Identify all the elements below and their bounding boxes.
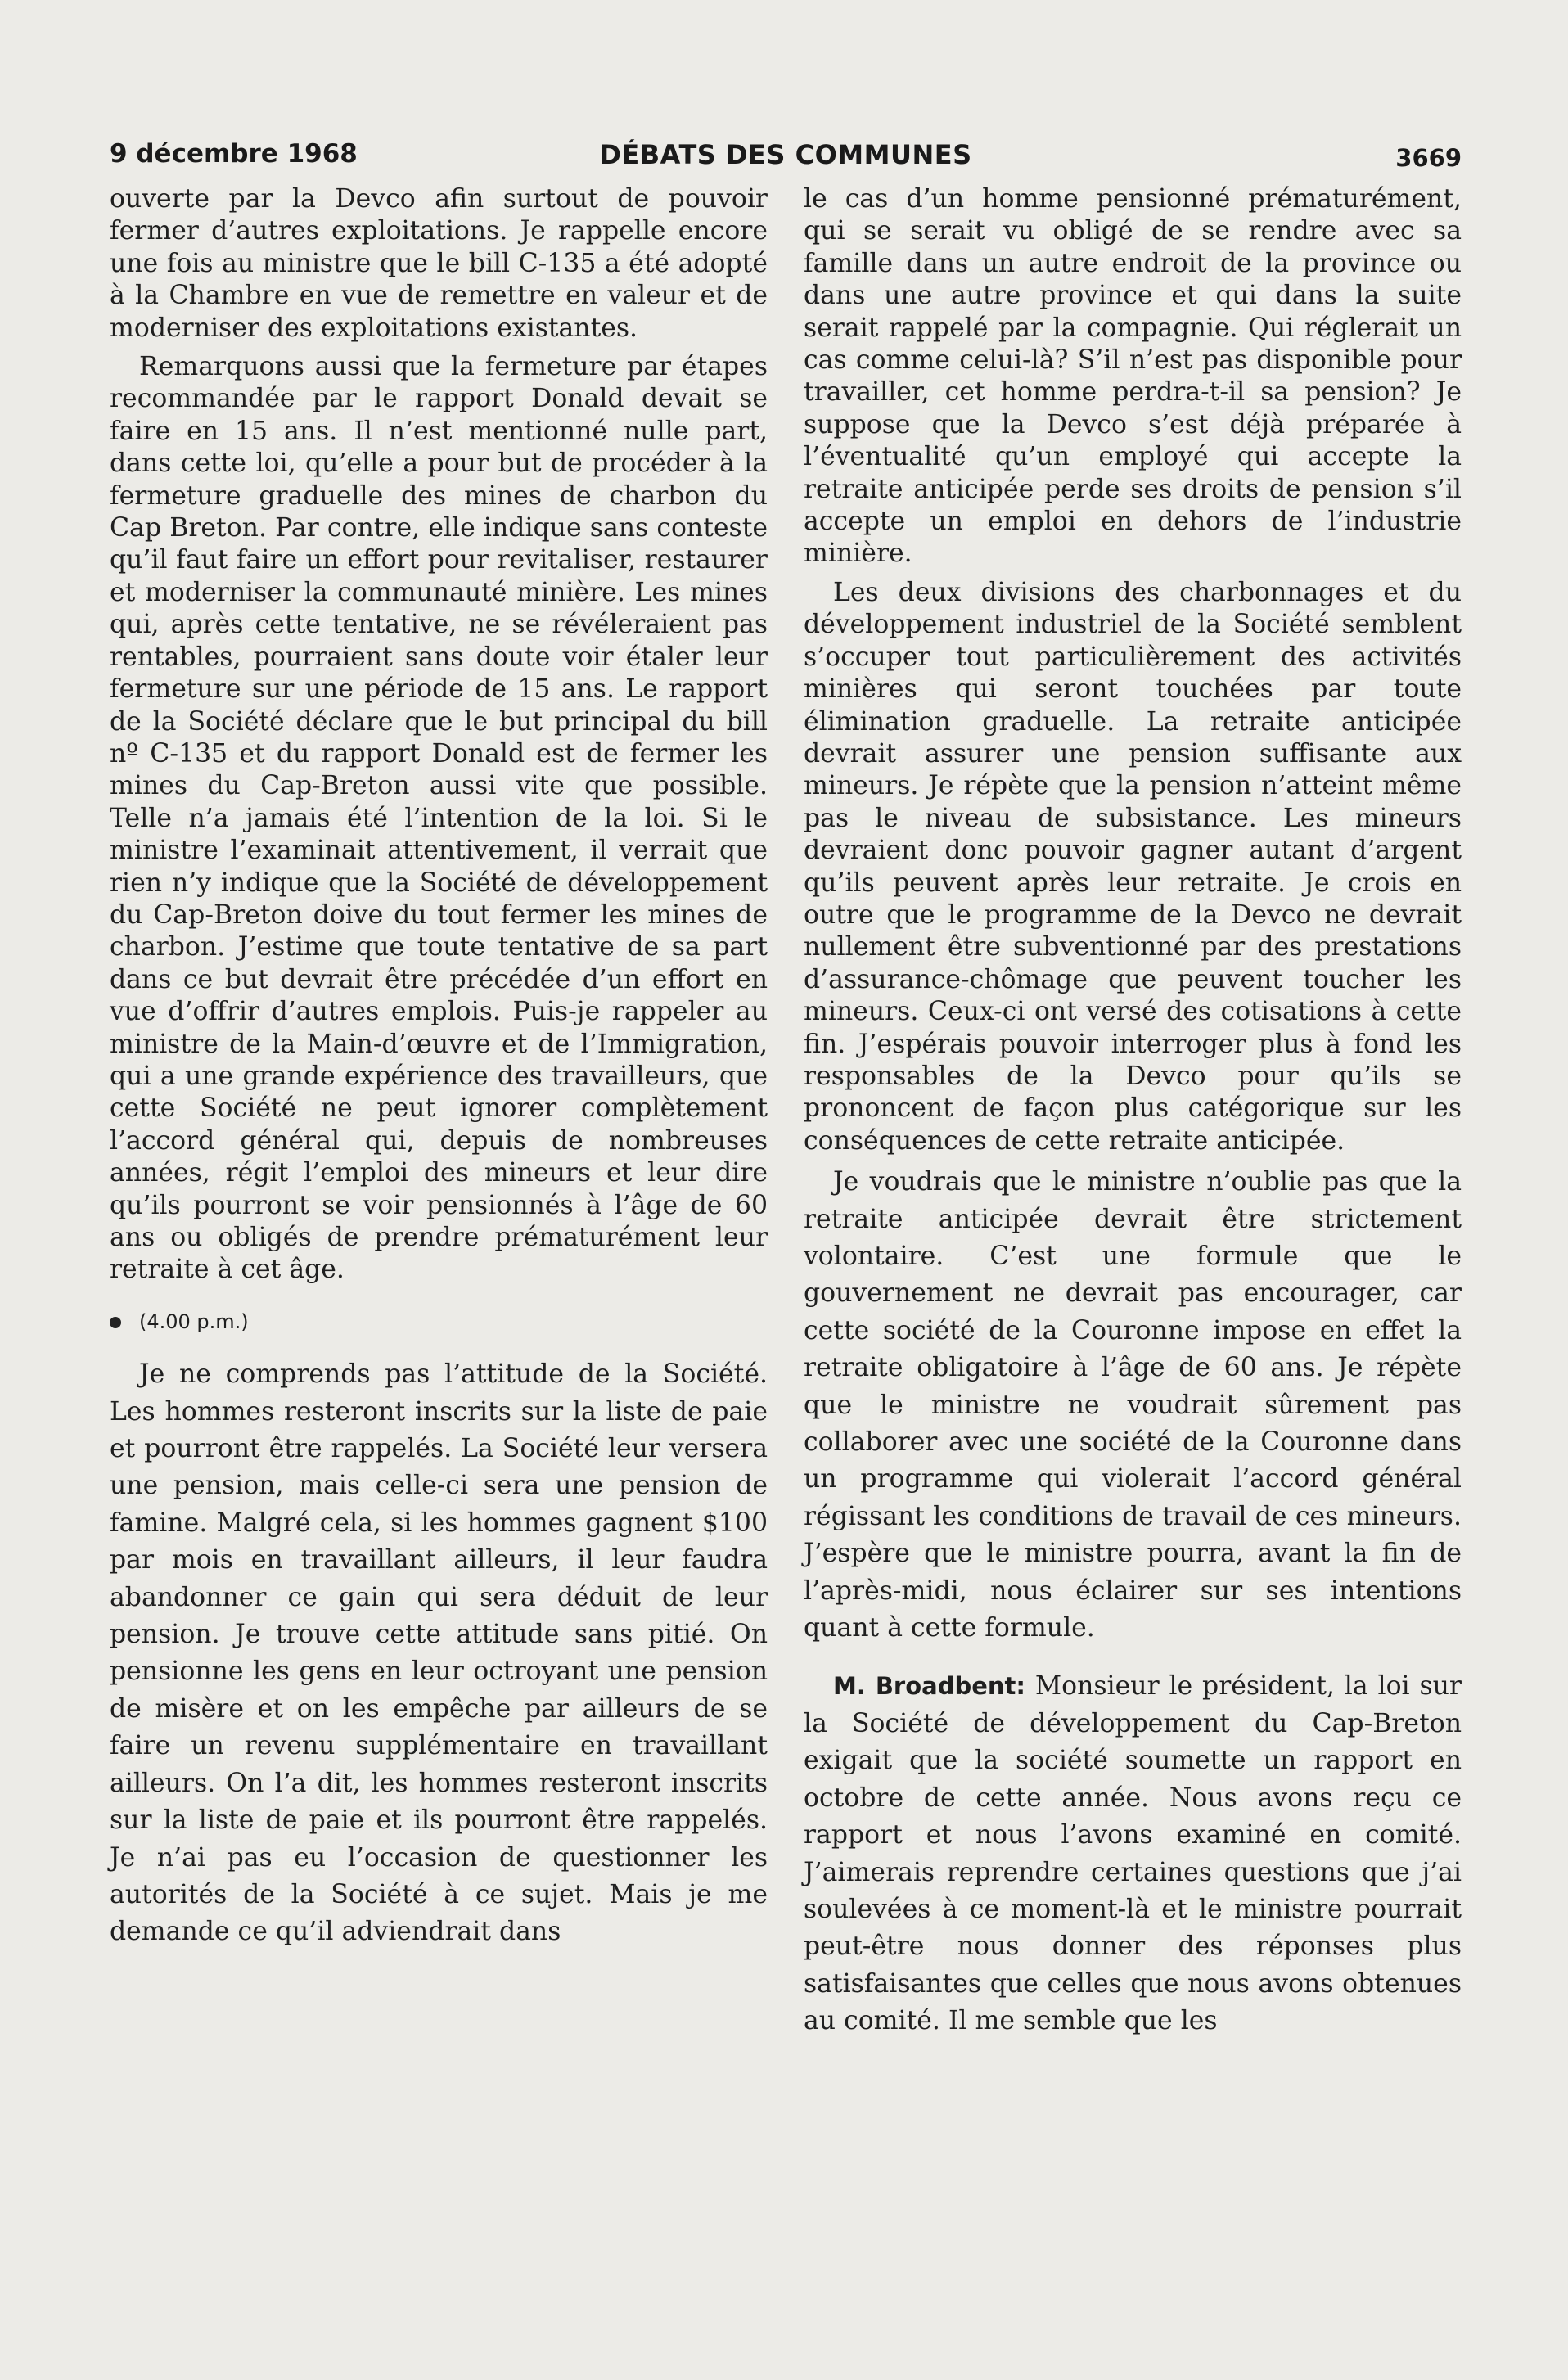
paragraph: le cas d’un homme pensionné prématurément, qui se serait vu obligé de se rendre avec sa famille dans un autre endroit de la province ou dans une autre province et qui dans la suite serait rappelé par la compagnie. Qui réglerait un cas comme celui-là? S’il n’est pas disponible pour travailler, cet homme perdra-t-il sa pension? Je suppose que la Devco s’est déjà préparée à l’éventualité qu’un employé qui accepte la retraite anticipée perde ses droits de pension s’il accepte un emploi en dehors de l’industrie minière. — [804, 184, 1462, 569]
paragraph: Je voudrais que le ministre n’oublie pas que la retraite anticipée devrait être strictement volontaire. C’est une formule que le gouvernement ne devrait pas encourager, car cette société de la Couronne impose en effet la retraite obligatoire à l’âge de 60 ans. Je répète que le ministre ne voudrait sûrement pas collaborer avec une société de la Couronne dans un programme qui violerait l’accord général régissant les conditions de travail de ces mineurs. J’espère que le ministre pourra, avant la fin de l’après-midi, nous éclairer sur ses intentions quant à cette formule. — [804, 1167, 1462, 1643]
speech-paragraph — [804, 1668, 1462, 2040]
speaker-name: M. Broadbent: — [833, 1672, 1026, 1701]
right-column — [804, 183, 1462, 2040]
speech-text: Monsieur le président, la loi sur la Société de développement du Cap-Breton exigait que la société soumette un rapport en octobre de cette année. Nous avons reçu ce rapport et nous l’avons examiné en comité. J’aimerais reprendre certaines questions que j’ai soulevées à ce moment-là et le ministre pourrait peut-être nous donner des réponses plus satisfaisantes que celles que nous avons obtenues au comité. Il me semble que les — [804, 1671, 1462, 2036]
paragraph: Je ne comprends pas l’attitude de la Société. Les hommes resteront inscrits sur la liste de paie et pourront être rappelés. La Société leur versera une pension, mais celle-ci sera une pension de famine. Malgré cela, si les hommes gagnent $100 par mois en travaillant ailleurs, il leur faudra abandonner ce gain qui sera déduit de leur pension. Je trouve cette attitude sans pitié. On pensionne les gens en leur octroyant une pension de misère et on les empêche par ailleurs de se faire un revenu supplémentaire en travaillant ailleurs. On l’a dit, les hommes resteront inscrits sur la liste de paie et ils pourront être rappelés. Je n’ai pas eu l’occasion de questionner les autorités de la Société à ce sujet. Mais je me demande ce qu’il adviendrait dans — [110, 1359, 768, 1947]
page-header — [110, 136, 1462, 183]
time-label: (4.00 p.m.) — [139, 1309, 249, 1333]
page-number: 3669 — [1395, 144, 1462, 172]
time-marker — [110, 1306, 768, 1338]
text-columns — [110, 183, 1462, 2040]
paragraph: Les deux divisions des charbonnages et du développement industriel de la Société semblent s’occuper tout particulièrement des activités minières qui seront touchées par toute élimination graduelle. La retraite anticipée devrait assurer une pension suffisante aux mineurs. Je répète que la pension n’atteint même pas le niveau de subsistance. Les mineurs devraient donc pouvoir gagner autant d’argent qu’ils peuvent après leur retraite. Je crois en outre que le programme de la Devco ne devrait nullement être subventionné par des prestations d’assurance-chômage que peuvent toucher les mineurs. Ceux-ci ont versé des cotisations à cette fin. J’espérais pouvoir interroger plus à fond les responsables de la Devco pour qu’ils se prononcent de façon plus catégorique sur les conséquences de cette retraite anticipée. — [804, 577, 1462, 1156]
header-date: 9 décembre 1968 — [110, 139, 358, 169]
bullet-icon — [110, 1317, 121, 1328]
header-title: DÉBATS DES COMMUNES — [599, 139, 972, 170]
paragraph: ouverte par la Devco afin surtout de pouvoir fermer d’autres exploitations. Je rappelle encore une fois au ministre que le bill C-135 a été adopté à la Chambre en vue de remettre en valeur et de moderniser des exploitations existantes. — [110, 184, 768, 343]
paragraph: Remarquons aussi que la fermeture par étapes recommandée par le rapport Donald devait se faire en 15 ans. Il n’est mentionné nulle part, dans cette loi, qu’elle a pour but de procéder à la fermeture graduelle des mines de charbon du Cap Breton. Par contre, elle indique sans conteste qu’il faut faire un effort pour revitaliser, restaurer et moderniser la communauté minière. Les mines qui, après cette tentative, ne se révéleraient pas rentables, pourraient sans doute voir étaler leur fermeture sur une période de 15 ans. Le rapport de la Société déclare que le but principal du bill nº C-135 et du rapport Donald est de fermer les mines du Cap-Breton aussi vite que possible. Telle n’a jamais été l’intention de la loi. Si le ministre l’examinait attentivement, il verrait que rien n’y indique que la Société de développement du Cap-Breton doive du tout fermer les mines de charbon. J’estime que toute tentative de sa part dans ce but devrait être précédée d’un effort en vue d’offrir d’autres emplois. Puis-je rappeler au ministre de la Main-d’œuvre et de l’Immigration, qui a une grande expérience des travailleurs, que cette Société ne peut ignorer complètement l’accord général qui, depuis de nombreuses années, régit l’emploi des mineurs et leur dire qu’ils pourront se voir pensionnés à l’âge de 60 ans ou obligés de prendre prématurément leur retraite à cet âge. — [110, 352, 768, 1285]
left-column — [110, 183, 768, 2040]
